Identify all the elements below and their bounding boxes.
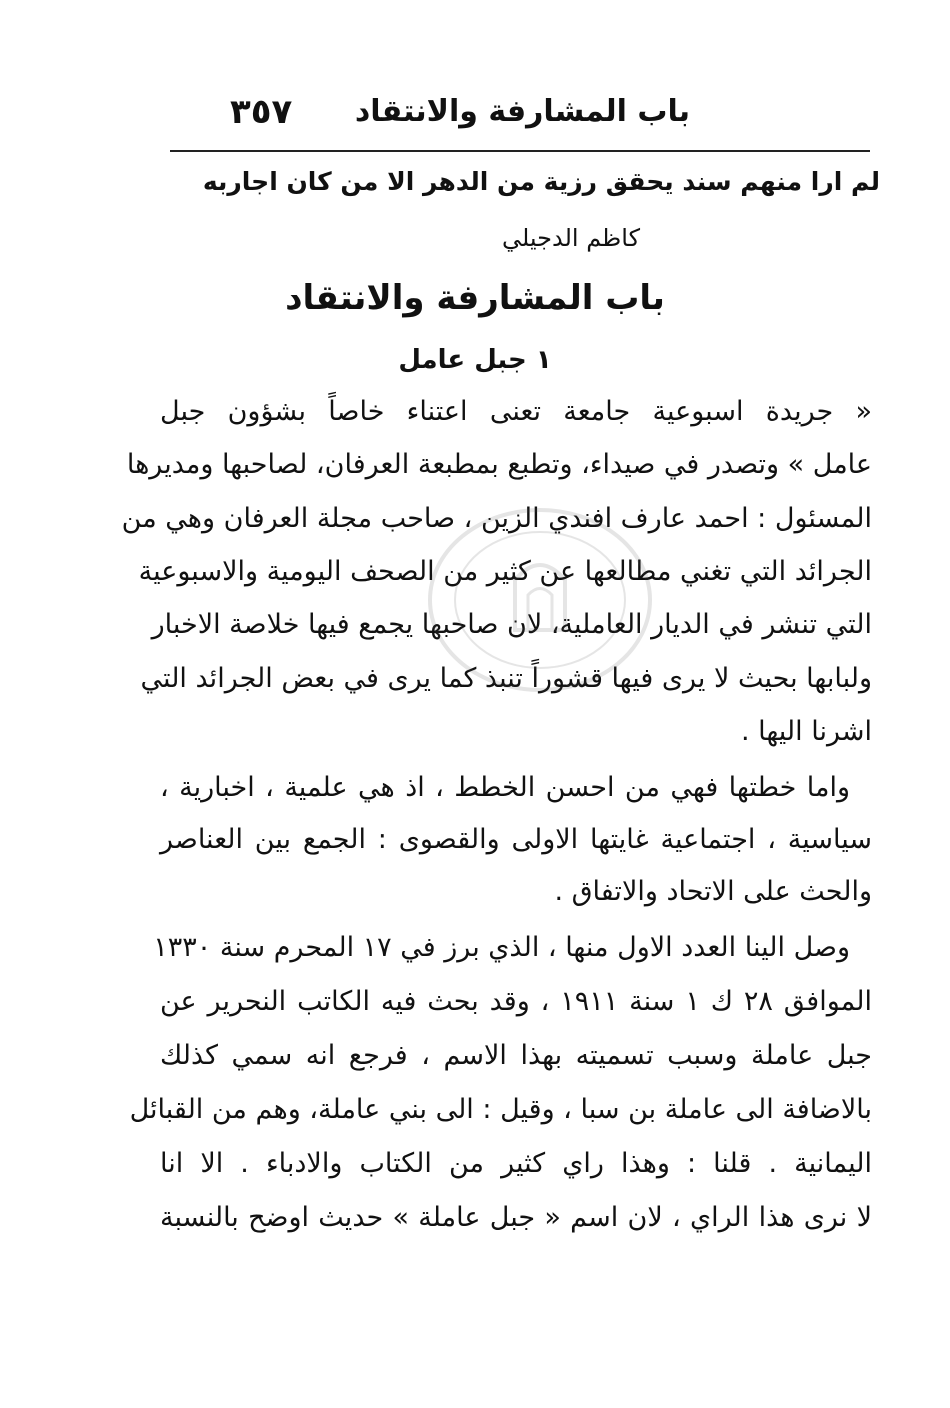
paragraph-1-line-4: الجرائد التي تغني مطالعها عن كثير من الصحف اليومية والاسبوعية [138, 556, 872, 587]
paragraph-3-line-3: جبل عاملة وسبب تسميته بهذا الاسم ، فرجع انه سمي كذلك [160, 1040, 872, 1071]
running-title: باب المشارفة والانتقاد [354, 94, 690, 129]
library-seal-watermark [420, 500, 660, 700]
paragraph-1-line-6: ولبابها بحيث لا يرى فيها قشوراً تنبذ كما يرى في بعض الجرائد التي [140, 663, 872, 694]
paragraph-2-line-1: واما خطتها فهي من احسن الخطط ، اذ هي علمية ، اخبارية ، [160, 772, 850, 803]
paragraph-1-line-7: اشرنا اليها . [740, 716, 872, 747]
poem-verse: لم ارا منهم سند يحقق رزية من الدهر الا من كان اجاربه [202, 167, 880, 196]
subsection-title: ١ جبل عامل [398, 345, 552, 375]
paragraph-1-line-1: « جريدة اسبوعية جامعة تعنى اعتناء خاصاً بشؤون جبل [160, 396, 872, 427]
paragraph-1-line-5: التي تنشر في الديار العاملية، لان صاحبها يجمع فيها خلاصة الاخبار [151, 609, 872, 640]
section-title: باب المشارفة والانتقاد [285, 278, 665, 318]
paragraph-3-line-1: وصل الينا العدد الاول منها ، الذي برز في ١٧ المحرم سنة ١٣٣٠ [153, 932, 850, 963]
header-rule [170, 150, 870, 152]
paragraph-2-line-3: والحث على الاتحاد والاتفاق . [554, 876, 872, 907]
paragraph-1-line-2: عامل » وتصدر في صيداء، وتطبع بمطبعة العرفان، لصاحبها ومديرها [126, 449, 872, 480]
paragraph-3-line-6: لا نرى هذا الراي ، لان اسم « جبل عاملة » حديث اوضح بالنسبة [160, 1202, 872, 1233]
poet-name: كاظم الدجيلي [501, 224, 640, 252]
paragraph-1-line-3: المسئول : احمد عارف افندي الزين ، صاحب مجلة العرفان وهي من [121, 503, 872, 534]
paragraph-2-line-2: سياسية ، اجتماعية غايتها الاولى والقصوى : الجمع بين العناصر [160, 824, 872, 855]
page-number: ٣٥٧ [230, 92, 293, 132]
paragraph-3-line-5: اليمانية . قلنا : وهذا راي كثير من الكتاب والادباء . الا انا [160, 1148, 872, 1179]
paragraph-3-line-2: الموافق ٢٨ ك ١ سنة ١٩١١ ، وقد بحث فيه الكاتب النحرير عن [160, 986, 872, 1017]
paragraph-3-line-4: بالاضافة الى عاملة بن سبا ، وقيل : الى بني عاملة، وهم من القبائل [129, 1094, 872, 1125]
page-header [230, 92, 690, 136]
